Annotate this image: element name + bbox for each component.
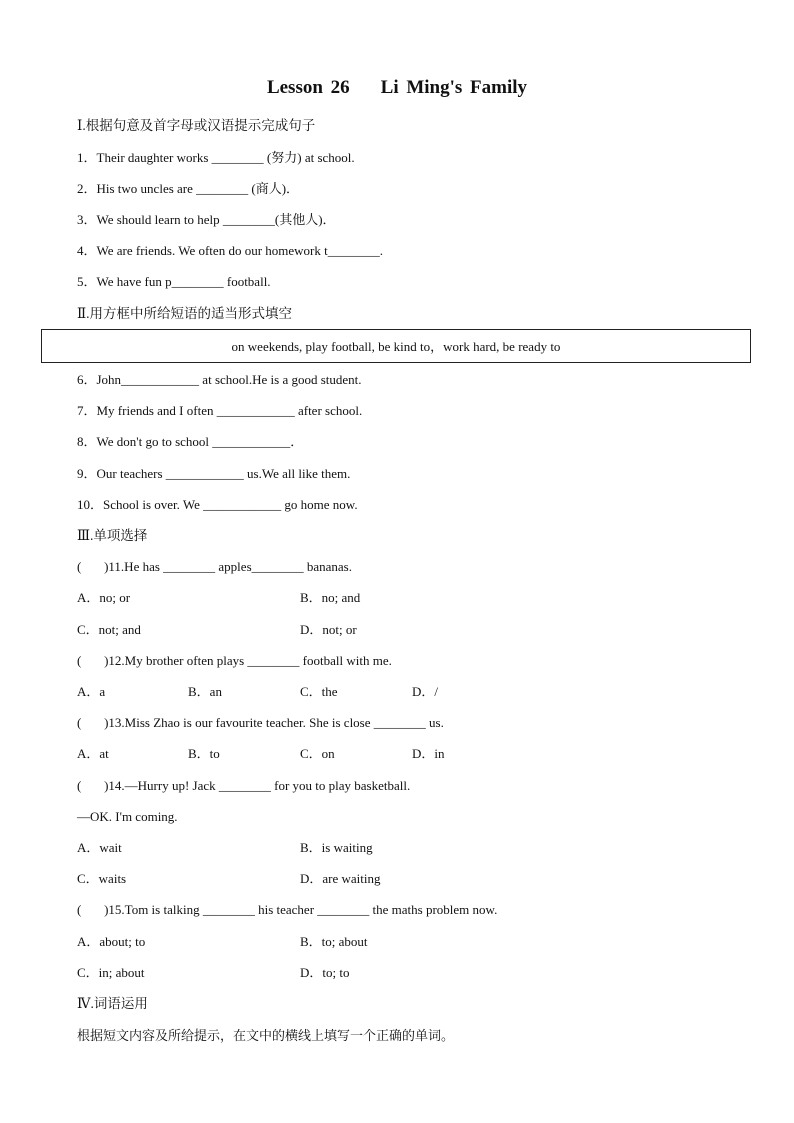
question-14-option-b: B．is waiting	[300, 840, 373, 855]
question-11-option-a: A．no; or	[77, 590, 131, 605]
question-13-option-a: A．at	[77, 746, 109, 761]
question-12-stem: ( )12.My brother often plays ________ football with me.	[77, 653, 392, 668]
question-6: 6．John____________ at school.He is a good student.	[77, 372, 362, 387]
question-15-option-d: D．to; to	[300, 965, 350, 980]
question-14-stem: ( )14.—Hurry up! Jack ________ for you to play basketball.	[77, 778, 411, 793]
question-14-option-d: D．are waiting	[300, 871, 381, 886]
question-15-option-c: C．in; about	[77, 965, 145, 980]
question-11-option-d: D．not; or	[300, 622, 357, 637]
question-7: 7．My friends and I often ____________ after school.	[77, 403, 363, 418]
question-3: 3．We should learn to help ________(其他人)．	[77, 212, 336, 227]
section-2-heading: Ⅱ.用方框中所给短语的适当形式填空	[77, 306, 293, 321]
question-14-reply: —OK. I'm coming.	[77, 809, 178, 824]
question-1: 1．Their daughter works ________ (努力) at school.	[77, 150, 355, 165]
phrase-box: on weekends, play football, be kind to，work hard, be ready to	[41, 329, 751, 363]
question-15-option-a: A．about; to	[77, 934, 146, 949]
question-14-option-a: A．wait	[77, 840, 122, 855]
question-12-option-d: D．/	[412, 684, 439, 699]
question-2: 2．His two uncles are ________ (商人)．	[77, 181, 300, 196]
page-title: Lesson 26 Li Ming's Family	[266, 77, 528, 98]
question-9: 9．Our teachers ____________ us.We all like them.	[77, 466, 351, 481]
question-12-option-b: B．an	[188, 684, 222, 699]
section-1-heading: Ⅰ.根据句意及首字母或汉语提示完成句子	[77, 118, 316, 133]
question-10: 10．School is over. We ____________ go home now.	[77, 497, 358, 512]
question-15-option-b: B．to; about	[300, 934, 368, 949]
question-11-stem: ( )11.He has ________ apples________ bananas.	[77, 559, 352, 574]
question-12-option-a: A．a	[77, 684, 106, 699]
question-15-stem: ( )15.Tom is talking ________ his teacher ________ the maths problem now.	[77, 902, 498, 917]
question-5: 5．We have fun p________ football.	[77, 274, 271, 289]
question-13-option-c: C．on	[300, 746, 335, 761]
question-4: 4．We are friends. We often do our homework t________.	[77, 243, 383, 258]
question-13-option-d: D．in	[412, 746, 445, 761]
section-4-heading: Ⅳ.词语运用	[77, 996, 148, 1011]
section-4-instruction: 根据短文内容及所给提示，在文中的横线上填写一个正确的单词。	[77, 1028, 455, 1043]
question-13-stem: ( )13.Miss Zhao is our favourite teacher. She is close ________ us.	[77, 715, 444, 730]
question-11-option-c: C．not; and	[77, 622, 141, 637]
question-11-option-b: B．no; and	[300, 590, 361, 605]
question-14-option-c: C．waits	[77, 871, 127, 886]
section-3-heading: Ⅲ.单项选择	[77, 528, 148, 543]
question-8: 8．We don't go to school ____________．	[77, 434, 304, 449]
question-12-option-c: C．the	[300, 684, 338, 699]
question-13-option-b: B．to	[188, 746, 220, 761]
